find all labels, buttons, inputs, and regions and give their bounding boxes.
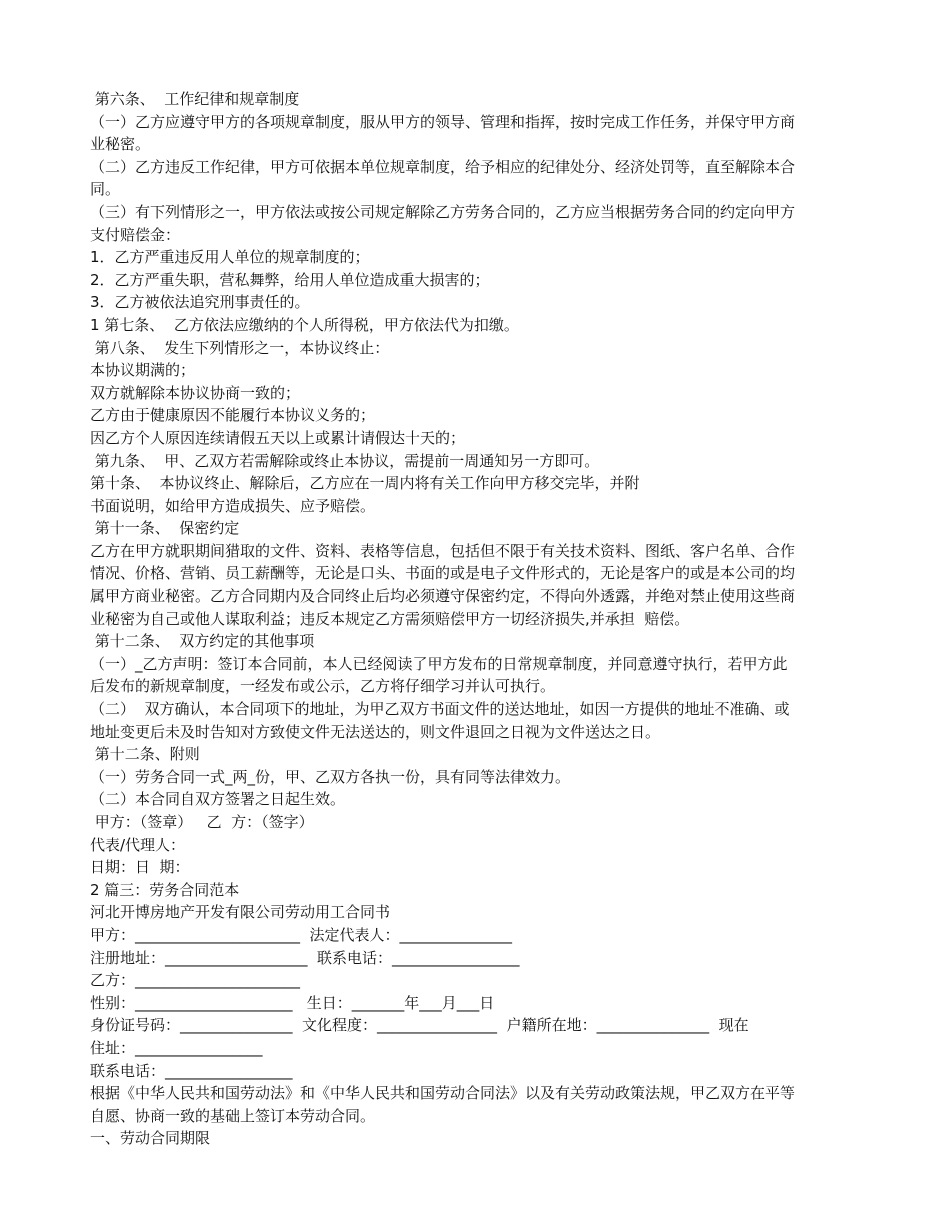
form-line-residence: 住址：_________________	[90, 1038, 263, 1057]
form-line-phone: 联系电话：_________________	[90, 1061, 293, 1080]
text-line: （一）_乙方声明：签订本合同前，本人已经阅读了甲方发布的日常规章制度，并同意遵守执行，若甲方此	[90, 654, 788, 673]
text-line: 自愿、协商一致的基础上签订本劳动合同。	[90, 1106, 376, 1125]
list-item: 本协议期满的；	[90, 361, 196, 380]
text-line: （二） 双方确认，本合同项下的地址，为甲乙双方书面文件的送达地址，如因一方提供的地址不准确、或	[90, 700, 790, 719]
form-line-party-a: 甲方：______________________ 法定代表人：_______________	[90, 925, 513, 944]
text-line: 乙方在甲方就职期间猎取的文件、资料、表格等信息，包括但不限于有关技术资料、图纸、客户名单、合作	[90, 541, 796, 560]
list-item: 双方就解除本协议协商一致的；	[90, 383, 301, 402]
text-line: 后发布的新规章制度，一经发布或公示，乙方将仔细学习并认可执行。	[90, 677, 556, 696]
list-item: 乙方由于健康原因不能履行本协议义务的；	[90, 406, 376, 425]
document-body	[90, 88, 860, 1150]
text-line: （一）劳务合同一式_两_份，甲、乙双方各执一份，具有同等法律效力。	[90, 767, 571, 786]
text-line: 书面说明，如给甲方造成损失、应予赔偿。	[90, 496, 376, 515]
section-title: 2 篇三：劳务合同范本	[90, 880, 240, 899]
list-item: 1．乙方严重违反用人单位的规章制度的；	[90, 248, 370, 267]
text-line: （二）乙方违反工作纪律，甲方可依据本单位规章制度，给予相应的纪律处分、经济处罚等，直至解除本合	[90, 157, 796, 176]
contract-title: 河北开博房地产开发有限公司劳动用工合同书	[90, 903, 391, 922]
text-line: 属甲方商业秘密。乙方合同期内及合同终止后均必须遵守保密约定，不得向外透露，并绝对禁止使用这些商	[90, 587, 796, 606]
heading-article-11: 第十一条、 保密约定	[90, 519, 240, 538]
text-line: 同。	[90, 180, 121, 199]
heading-article-10: 第十条、 本协议终止、解除后，乙方应在一周内将有关工作向甲方移交完毕，并附	[90, 474, 640, 493]
list-item: 2．乙方严重失职，营私舞弊，给用人单位造成重大损害的；	[90, 270, 490, 289]
text-line: 支付赔偿金：	[90, 225, 181, 244]
text-line: （一）乙方应遵守甲方的各项规章制度，服从甲方的领导、管理和指挥，按时完成工作任务，并保守甲方商	[90, 112, 796, 131]
text-line: （三）有下列情形之一，甲方依法或按公司规定解除乙方劳务合同的，乙方应当根据劳务合同的约定向甲方	[90, 202, 796, 221]
list-item: 3．乙方被依法追究刑事责任的。	[90, 293, 310, 312]
text-line: （二）本合同自双方签署之日起生效。	[90, 790, 346, 809]
form-line-address: 注册地址：___________________ 联系电话：_________________	[90, 948, 520, 967]
form-line-id: 身份证号码：_______________ 文化程度：________________ 户籍所在地：_______________ 现在	[90, 1016, 749, 1035]
heading-article-6: 第六条、 工作纪律和规章制度	[90, 90, 300, 108]
representative-line: 代表/代理人：	[90, 835, 186, 854]
text-line: 地址变更后未及时告知对方致使文件无法送达的，则文件退回之日视为文件送达之日。	[90, 722, 661, 741]
date-line: 日期：日 期：	[90, 858, 190, 877]
text-line: 业秘密为自己或他人谋取利益；违反本规定乙方需须赔偿甲方一切经济损失,并承担 赔偿。	[90, 609, 690, 628]
heading-article-7: 1 第七条、 乙方依法应缴纳的个人所得税，甲方依法代为扣缴。	[90, 315, 519, 334]
heading-article-8: 第八条、 发生下列情形之一，本协议终止：	[90, 338, 390, 357]
form-line-party-b: 乙方：______________________	[90, 971, 301, 990]
heading-supplementary: 第十二条、附则	[90, 745, 200, 764]
text-line: 情况、价格、营销、员工薪酬等，无论是口头、书面的或是电子文件形式的，无论是客户的或是本公司的均	[90, 564, 796, 583]
heading-article-9: 第九条、 甲、乙双方若需解除或终止本协议，需提前一周通知另一方即可。	[90, 451, 600, 470]
signature-line: 甲方：（签章） 乙 方：（签字）	[90, 813, 314, 831]
form-line-gender: 性别：_____________________ 生日：_______年___月___日	[90, 993, 495, 1012]
list-item: 因乙方个人原因连续请假五天以上或累计请假达十天的；	[90, 428, 466, 447]
text-line: 根据《中华人民共和国劳动法》和《中华人民共和国劳动合同法》以及有关劳动政策法规，甲乙双方在平等	[90, 1084, 796, 1103]
heading-contract-term: 一、劳动合同期限	[90, 1129, 211, 1148]
text-line: 业秘密。	[90, 135, 151, 154]
heading-article-12: 第十二条、 双方约定的其他事项	[90, 632, 315, 651]
